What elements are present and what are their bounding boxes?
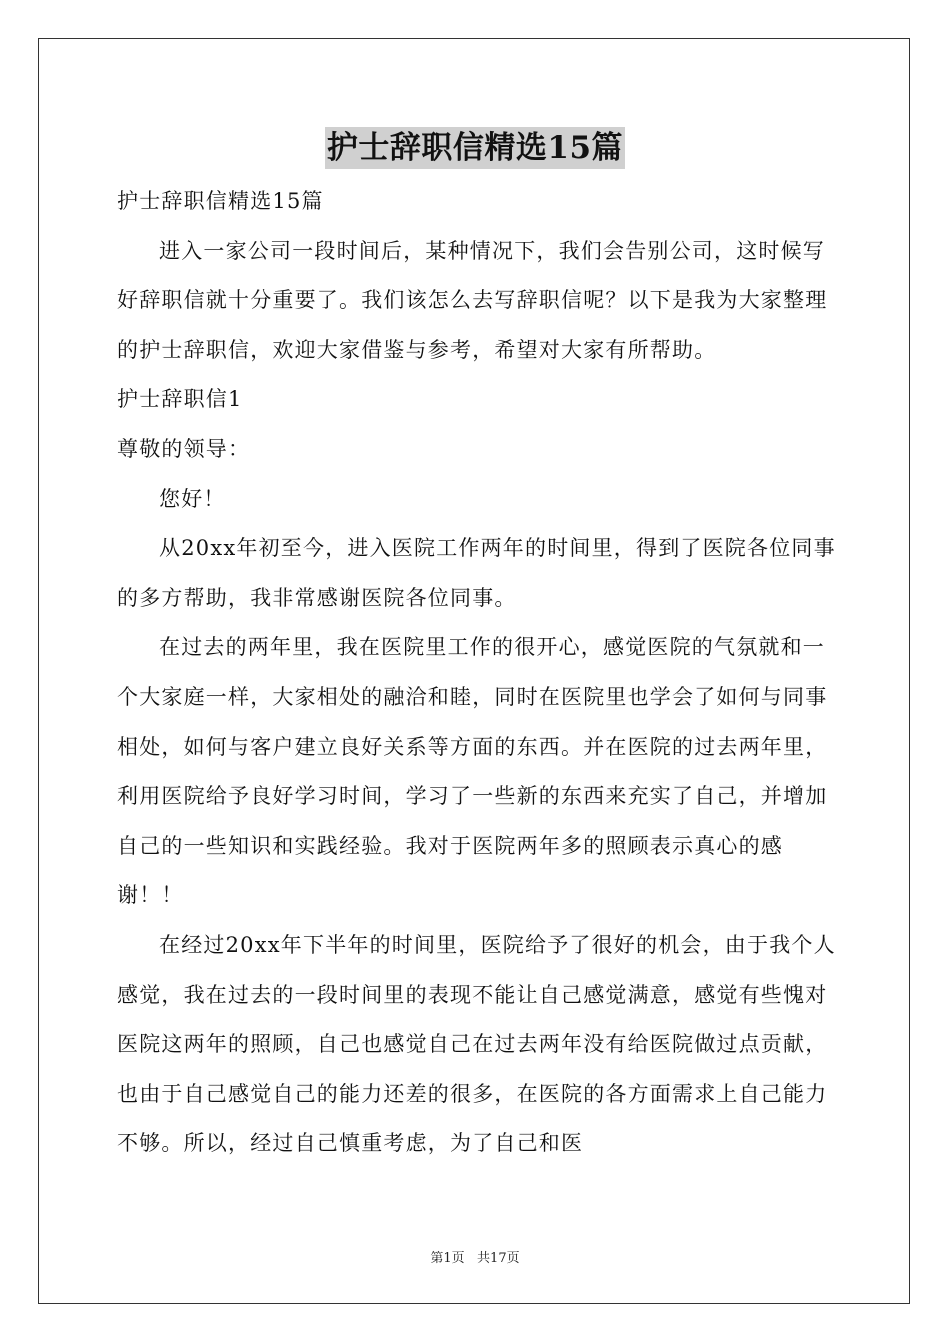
- document-body: [117, 177, 845, 1169]
- paragraph: 护士辞职信精选15篇: [117, 189, 324, 213]
- paragraph: 从20xx年初至今，进入医院工作两年的时间里，得到了医院各位同事的多方帮助，我非常感谢医院各位同事。: [117, 536, 836, 610]
- greeting: 您好！: [159, 486, 226, 511]
- salutation: 尊敬的领导：: [117, 436, 251, 461]
- document-title: 护士辞职信精选15篇: [325, 127, 625, 169]
- title-container: [0, 127, 950, 169]
- page-footer: [0, 1247, 950, 1266]
- paragraph: 进入一家公司一段时间后，某种情况下，我们会告别公司，这时候写好辞职信就十分重要了。我们该怎么去写辞职信呢？以下是我为大家整理的护士辞职信，欢迎大家借鉴与参考，希望对大家有所帮助。: [117, 238, 828, 362]
- page-number: 第1页 共17页: [430, 1251, 520, 1266]
- section-heading: 护士辞职信1: [117, 387, 243, 412]
- paragraph: 在经过20xx年下半年的时间里，医院给予了很好的机会，由于我个人感觉，我在过去的一段时间里的表现不能让自己感觉满意，感觉有些愧对医院这两年的照顾，自己也感觉自己在过去两年没有给医院做过点贡献，也由于自己感觉自己的能力还差的很多，在医院的各方面需求上自己能力不够。所以，经过自己慎重考虑，为了自己和医: [117, 932, 836, 1156]
- paragraph: 在过去的两年里，我在医院里工作的很开心，感觉医院的气氛就和一个大家庭一样，大家相处的融洽和睦，同时在医院里也学会了如何与同事相处，如何与客户建立良好关系等方面的东西。并在医院的过去两年里，利用医院给予良好学习时间，学习了一些新的东西来充实了自己，并增加自己的一些知识和实践经验。我对于医院两年多的照顾表示真心的感谢！！: [117, 635, 828, 908]
